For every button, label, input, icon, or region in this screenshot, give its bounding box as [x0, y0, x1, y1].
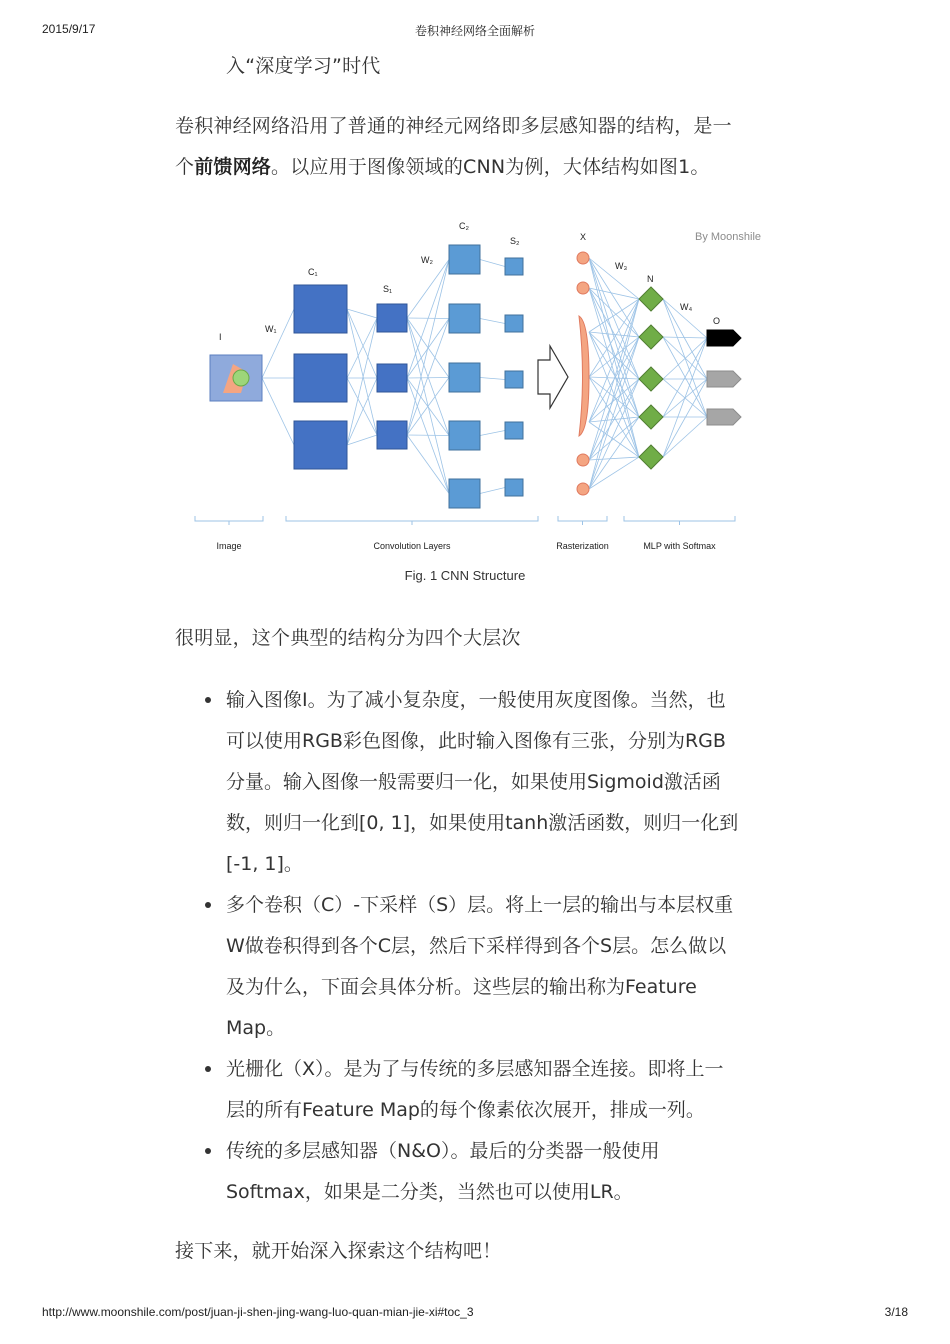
hidden-neuron	[639, 405, 663, 429]
raster-node	[577, 483, 589, 495]
label-W4: W₄	[680, 302, 693, 312]
s2-feature-map	[505, 422, 523, 439]
connection-line	[347, 435, 377, 445]
section-label: Image	[216, 541, 242, 551]
layer-list	[226, 680, 778, 1213]
connection-line	[407, 260, 449, 436]
print-url: http://www.moonshile.com/post/juan-ji-shen-jing-wang-luo-quan-mian-jie-xi#toc_3	[42, 1305, 474, 1319]
raster-node	[577, 454, 589, 466]
connection-line	[480, 378, 505, 380]
section-bracket	[286, 516, 538, 521]
connection-line	[589, 337, 639, 377]
paragraph-1-line-1: 卷积神经网络沿用了普通的神经元网络即多层感知器的结构，是一	[175, 115, 732, 137]
label-W3: W₃	[615, 261, 628, 271]
s1-feature-map	[377, 304, 407, 332]
rasterize-arrow-icon	[538, 346, 568, 408]
label-S1: S₁	[383, 284, 393, 294]
label-C2: C₂	[459, 221, 469, 231]
cnn-structure-figure	[175, 212, 775, 592]
connection-line	[262, 378, 294, 445]
connection-line	[347, 309, 377, 318]
list-item-line: 可以使用RGB彩色图像，此时输入图像有三张，分别为RGB	[226, 730, 726, 752]
watermark: By Moonshile	[695, 231, 762, 243]
list-item-line: 层的所有Feature Map的每个像素依次展开，排成一列。	[226, 1099, 705, 1121]
connection-line	[480, 488, 505, 494]
s1-feature-map	[377, 364, 407, 392]
connection-line	[347, 378, 377, 445]
connection-line	[589, 417, 639, 489]
label-O: O	[713, 316, 721, 326]
list-item-line: W做卷积得到各个C层，然后下采样得到各个S层。怎么做以	[226, 935, 727, 957]
connection-line	[589, 288, 639, 457]
label-W2: W₂	[421, 255, 433, 265]
connection-line	[407, 260, 449, 319]
connection-line	[589, 258, 639, 299]
connection-line	[663, 338, 707, 457]
bullet-icon	[205, 1148, 211, 1154]
output-neuron	[707, 330, 741, 346]
figure-caption: Fig. 1 CNN Structure	[404, 568, 526, 583]
hidden-neuron	[639, 325, 663, 349]
list-item-line: [-1, 1]。	[226, 853, 303, 875]
list-item-line: Softmax，如果是二分类，当然也可以使用LR。	[226, 1181, 633, 1203]
list-item-line: 分量。输入图像一般需要归一化，如果使用Sigmoid激活函	[226, 771, 721, 793]
hidden-neuron	[639, 287, 663, 311]
connection-line	[347, 309, 377, 378]
s2-feature-map	[505, 258, 523, 275]
input-image-shape	[233, 370, 249, 386]
raster-node	[577, 282, 589, 294]
list-item-line: 输入图像I。为了减小复杂度，一般使用灰度图像。当然，也	[226, 689, 726, 711]
connection-line	[663, 379, 707, 457]
print-title: 卷积神经网络全面解析	[414, 24, 535, 38]
hidden-neuron	[639, 445, 663, 469]
section-bracket	[195, 516, 263, 521]
hidden-neuron	[639, 367, 663, 391]
label-X: X	[580, 232, 587, 242]
label-I: I	[219, 332, 222, 342]
raster-node	[577, 252, 589, 264]
connection-line	[589, 377, 639, 457]
bullet-icon	[205, 697, 211, 703]
list-item-line: 传统的多层感知器（N&O）。最后的分类器一般使用	[226, 1140, 660, 1162]
c2-feature-map	[449, 421, 480, 450]
s2-feature-map	[505, 371, 523, 388]
page-number: 3/18	[884, 1305, 908, 1319]
list-item-line: 及为什么，下面会具体分析。这些层的输出称为Feature	[226, 976, 697, 998]
bullet-icon	[205, 1066, 211, 1072]
text-segment: 。以应用于图像领域的CNN为例，大体结构如图1。	[271, 156, 710, 178]
label-W1: W₁	[265, 324, 277, 334]
section-label: Convolution Layers	[373, 541, 451, 551]
bold-term: 前馈网络	[194, 156, 272, 178]
c1-feature-map	[294, 421, 347, 469]
connection-line	[480, 319, 505, 324]
connection-line	[480, 260, 505, 267]
paragraph-3: 接下来，就开始深入探索这个结构吧！	[175, 1240, 502, 1262]
list-item-line: 数，则归一化到[0, 1]，如果使用tanh激活函数，则归一化到	[226, 812, 739, 834]
c1-feature-map	[294, 285, 347, 333]
label-N: N	[647, 274, 654, 284]
label-C1: C₁	[308, 267, 318, 277]
list-item-line: Map。	[226, 1017, 286, 1039]
s1-feature-map	[377, 421, 407, 449]
connection-line	[407, 435, 449, 436]
list-item	[226, 1049, 778, 1131]
connection-line	[347, 309, 377, 435]
list-item	[226, 1131, 778, 1213]
section-label: MLP with Softmax	[643, 541, 716, 551]
text-segment: 个	[175, 156, 195, 178]
section-label: Rasterization	[556, 541, 609, 551]
connection-line	[262, 309, 294, 378]
paragraph-2: 很明显，这个典型的结构分为四个大层次	[175, 627, 521, 649]
s2-feature-map	[505, 315, 523, 332]
list-item-line: 光栅化（X）。是为了与传统的多层感知器全连接。即将上一	[226, 1058, 724, 1080]
connection-line	[407, 435, 449, 494]
connection-line	[663, 417, 707, 457]
label-S2: S₂	[510, 236, 520, 246]
bullet-icon	[205, 902, 211, 908]
c2-feature-map	[449, 363, 480, 392]
paragraph-1	[175, 106, 775, 188]
connection-line	[480, 431, 505, 436]
connection-line	[663, 337, 707, 338]
output-neuron	[707, 371, 741, 387]
print-date: 2015/9/17	[42, 22, 96, 36]
intro-line: 入“深度学习”时代	[226, 55, 381, 77]
connection-line	[589, 379, 639, 422]
raster-vector-bar	[579, 316, 589, 436]
list-item	[226, 680, 778, 885]
list-item	[226, 885, 778, 1049]
c2-feature-map	[449, 479, 480, 508]
c2-feature-map	[449, 245, 480, 274]
paragraph-1-line-2	[175, 147, 775, 188]
section-bracket	[558, 516, 607, 521]
s2-feature-map	[505, 479, 523, 496]
cnn-diagram	[175, 212, 775, 592]
c2-feature-map	[449, 304, 480, 333]
list-item-line: 多个卷积（C）-下采样（S）层。将上一层的输出与本层权重	[226, 894, 734, 916]
output-neuron	[707, 409, 741, 425]
section-bracket	[624, 516, 735, 521]
c1-feature-map	[294, 354, 347, 402]
